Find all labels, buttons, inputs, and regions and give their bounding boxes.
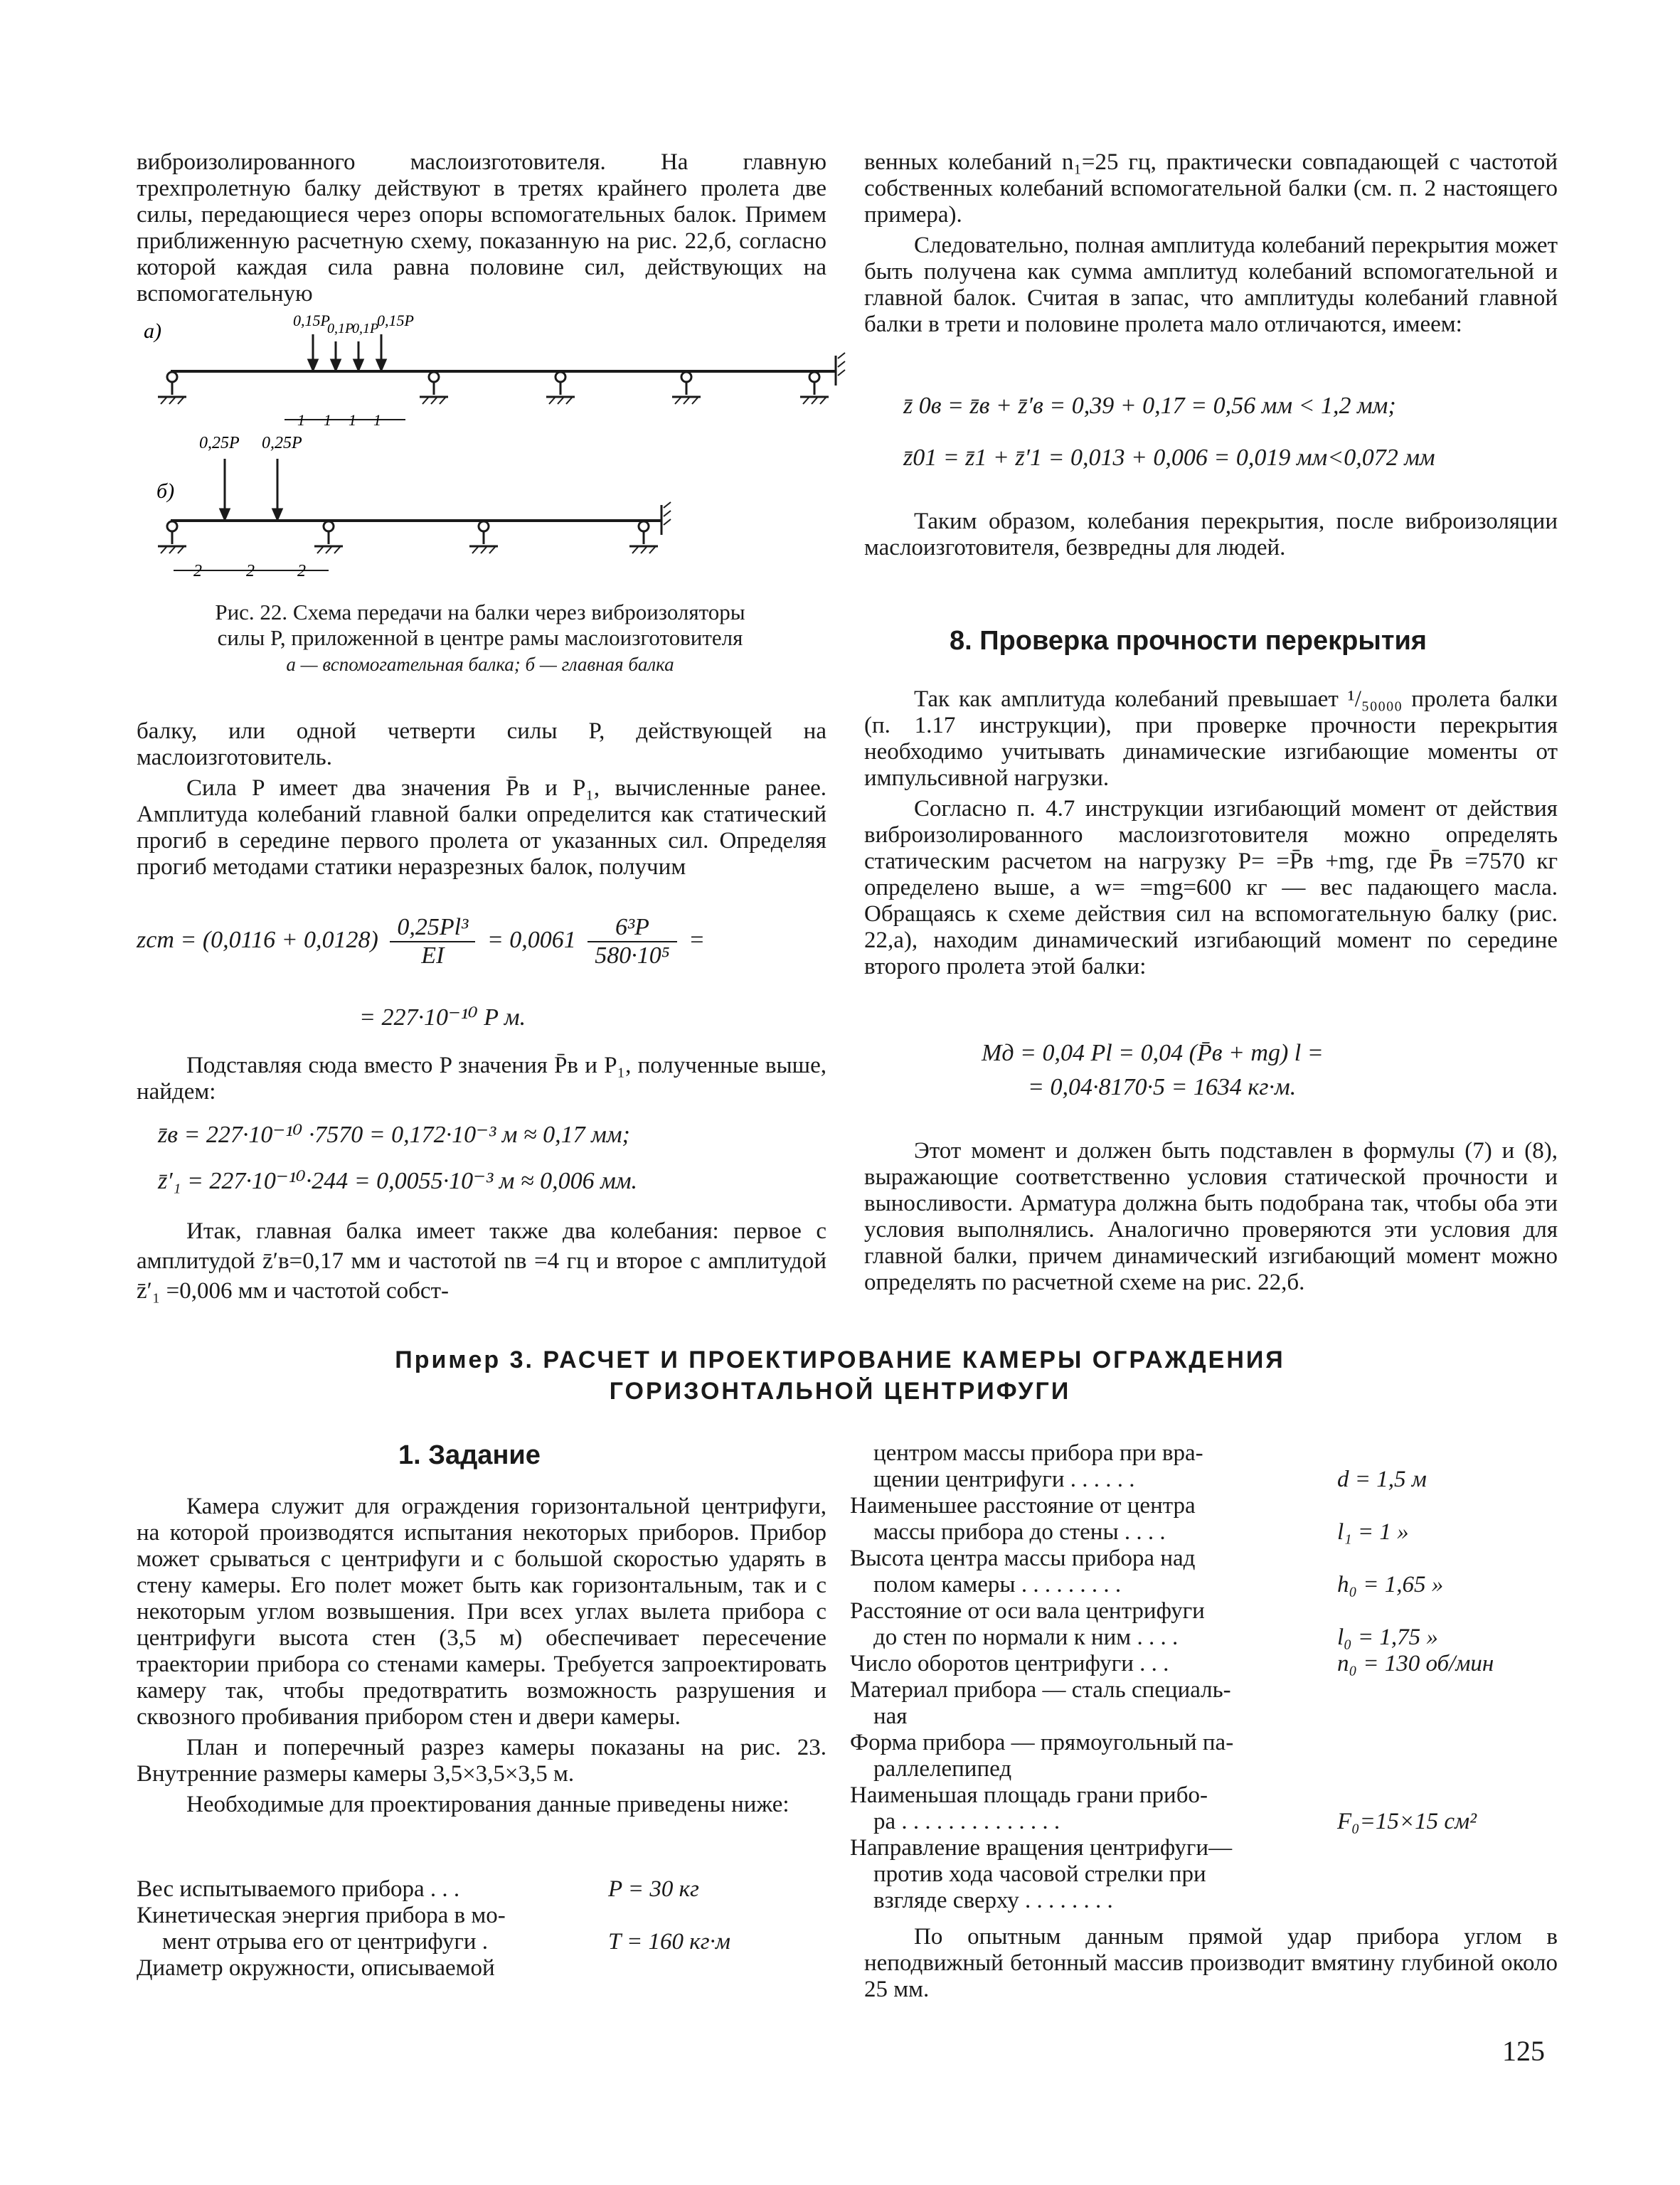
equation-result: = 227·10⁻¹⁰ P м. [359,1004,526,1031]
example-3-heading [0,1344,1680,1407]
zadanie-body [137,1494,826,1822]
fraction [588,914,676,969]
paragraph: Так как амплитуда колебаний превышает ¹/₅₀₀₀₀ пролета балки (п. 1.17 инструкции), при проверке прочности перекрытия необходимо учитывать динамические изгибающие моменты от импульсивной нагрузки. [864,686,1558,791]
param-row: мент отрыва его от центрифуги . [162,1929,489,1955]
load-label-a: 0,15P [293,312,330,329]
dim-label-a: 1 [297,411,305,429]
caption-line: силы P, приложенной в центре рамы маслоизготовителя [217,625,743,650]
param-row: взгляде сверху . . . . . . . . [873,1888,1113,1913]
load-arrows-b [220,459,282,519]
example-heading-line: Пример 3. РАСЧЕТ И ПРОЕКТИРОВАНИЕ КАМЕРЫ ОГРАЖДЕНИЯ [395,1346,1285,1373]
param-row: Направление вращения центрифуги— [850,1835,1233,1861]
param-row: Наименьшая площадь грани прибо- [850,1782,1208,1808]
page-number: 125 [1502,2035,1545,2067]
figure-22-diagram [142,306,854,583]
param-row: ра . . . . . . . . . . . . . . [873,1809,1060,1834]
paragraph: виброизолированного маслоизготовителя. На главную трехпролетную балку действуют в третях крайнего пролета две силы, передающиеся через опоры вспомогательных балок. Примем приближенную расчетную схему, показанную на рис. 22,б, согласно которой каждая сила равна половине сил, действующих на вспомогательную [137,149,826,307]
param-row: Кинетическая энергия прибора в мо- [137,1903,506,1928]
load-label-a: 0,1P [327,321,354,336]
equation-zv: z̄в = 227·10⁻¹⁰ ·7570 = 0,172·10⁻³ м ≈ 0,17 мм; [158,1122,630,1148]
dim-label-b: 2 [297,562,306,580]
param-row: до стен по нормали к ним . . . . [873,1625,1179,1650]
param-row: Наименьшее расстояние от центра [850,1493,1196,1519]
param-row: массы прибора до стены . . . . [873,1519,1166,1545]
dim-label-b: 2 [193,562,202,580]
equation-z1: z̄′₁ = 227·10⁻¹⁰·244 = 0,0055·10⁻³ м ≈ 0,006 мм. [158,1168,638,1194]
param-row: Вес испытываемого прибора . . . [137,1876,460,1902]
denominator: EI [421,942,445,969]
caption-legend: а — вспомогательная балка; б — главная балка [286,654,674,675]
paragraph: венных колебаний n₁=25 гц, практически совпадающей с частотой собственных колебаний вспомогательной балки (см. п. 2 настоящего примера). [864,149,1558,228]
paragraph: Таким образом, колебания перекрытия, после виброизоляции маслоизготовителя, безвредны для людей. [864,509,1558,560]
paragraph: Согласно п. 4.7 инструкции изгибающий момент от действия виброизолированного маслоизготовителя можно определять статическим расчетом на нагрузку P= =P̄в +mg, где P̄в =7570 кг определено выше, а w= =mg=600 кг — вес падающего масла. Обращаясь к схеме действия сил на вспомогательную балку (рис. 22,а), находим динамический изгибающий момент по середине второго пролета этой балки: [864,796,1558,979]
numerator: 6³P [588,914,676,942]
load-label-a: 0,1P [352,321,379,336]
load-arrows-a [309,334,386,370]
equation-md: Mд = 0,04 Pl = 0,04 (P̄в + mg) l = [982,1040,1324,1066]
section-8-title: 8. Проверка прочности перекрытия [950,626,1427,656]
params-closing [864,1924,1558,2007]
eq-text: = [689,926,706,953]
param-row: полом камеры . . . . . . . . . [873,1572,1122,1597]
param-row: Высота центра массы прибора над [850,1546,1196,1571]
left-column-p4 [137,1053,826,1110]
param-row: Число оборотов центрифуги . . . [850,1651,1169,1676]
param-value: l₀ = 1,75 » [1337,1625,1438,1650]
param-value: l₁ = 1 » [1337,1519,1409,1545]
param-row: ная [873,1703,908,1729]
figure-label-b: б) [156,479,175,503]
supports-b [158,505,661,546]
param-value: d = 1,5 м [1337,1467,1427,1492]
section-8-p3 [864,1138,1558,1300]
eq-text: zст = (0,0116 + 0,0128) [137,926,378,953]
param-value: F₀=15×15 см² [1337,1809,1477,1834]
dim-label-a: 1 [373,411,381,429]
paragraph: Итак, главная балка имеет также два колебания: первое с амплитудой z̄′в=0,17 мм и частотой nв =4 гц и второе с амплитудой z̄′₁ =0,006 мм и частотой собст- [137,1218,826,1304]
denominator: 580·10⁵ [595,942,670,969]
load-label-b: 0,25P [199,434,240,452]
right-column-p3 [864,509,1558,565]
paragraph: Сила P имеет два значения P̄в и P₁, вычисленные ранее. Амплитуда колебаний главной балки определится как статический прогиб в середине первого пролета от указанных сил. Определяя прогиб методами статики неразрезных балок, получим [137,775,826,880]
figure-label-a: а) [144,319,161,343]
left-column-mid [137,718,826,885]
equation-zst [137,914,705,969]
paragraph: Следовательно, полная амплитуда колебаний перекрытия может быть получена как сумма амплитуд колебаний вспомогательной и главной балок. Считая в запас, что амплитуды колебаний главной балки в трети и половине пролета мало отличаются, имеем: [864,233,1558,337]
figure-caption [128,600,832,677]
param-row: Форма прибора — прямоугольный па- [850,1730,1234,1755]
param-row: против хода часовой стрелки при [873,1861,1206,1887]
left-column-p5 [137,1216,826,1310]
equation-md-result: = 0,04·8170·5 = 1634 кг·м. [1028,1074,1297,1100]
paragraph: балку, или одной четверти силы P, действующей на маслоизготовитель. [137,718,826,770]
load-label-a: 0,15P [377,312,414,329]
paragraph: Камера служит для ограждения горизонтальной центрифуги, на которой производятся испытания некоторых приборов. Прибор может срываться с центрифуги и с большой скоростью ударять в стену камеры. Его полет может быть как горизонтальным, так и с некоторым углом возвышения. При всех углах вылета прибора с центрифуги высота стен (3,5 м) обеспечивает пересечение траектории прибора со стенами камеры. Требуется запроектировать камеру так, чтобы предотвратить возможность разрушения и сквозного пробивания прибором стен и двери камеры. [137,1494,826,1730]
eq-text: = 0,0061 [487,926,576,953]
right-column-top [864,149,1558,342]
section-8-body [864,686,1558,984]
zadanie-title: 1. Задание [398,1440,541,1470]
paragraph: Необходимые для проектирования данные приведены ниже: [186,1792,790,1817]
fraction [390,914,475,969]
param-value: h₀ = 1,65 » [1337,1572,1444,1597]
paragraph: Этот момент и должен быть подставлен в формулы (7) и (8), выражающие соответственно условия статической прочности и выносливости. Арматура должна быть подобрана так, чтобы оба эти условия выполнялись. Аналогично проверяются эти условия для главной балки, причем динамический изгибающий момент можно определять по расчетной схеме на рис. 22,б. [864,1138,1558,1295]
equation-z0v: z̄ 0в = z̄в + z̄′в = 0,39 + 0,17 = 0,56 мм < 1,2 мм; [903,393,1396,419]
paragraph: Подставляя сюда вместо P значения P̄в и P₁, полученные выше, найдем: [137,1053,826,1105]
param-row: Материал прибора — сталь специаль- [850,1677,1231,1703]
param-row: Расстояние от оси вала центрифуги [850,1598,1205,1624]
param-row: Диаметр окружности, описываемой [137,1955,495,1981]
hatch-a [161,353,845,404]
paragraph: По опытным данным прямой удар прибора углом в неподвижный бетонный массив производит вмятину глубиной около 25 мм. [864,1924,1558,2002]
left-column-top [137,149,826,312]
load-label-b: 0,25P [262,434,302,452]
supports-a [158,356,836,397]
numerator: 0,25Pl³ [390,914,475,942]
dim-label-a: 1 [324,411,331,429]
hatch-b [161,502,671,553]
param-row: центром массы прибора при вра- [873,1440,1203,1466]
param-row: щении центрифуги . . . . . . [873,1467,1135,1492]
dim-label-b: 2 [246,562,255,580]
equation-z01: z̄01 = z̄1 + z̄′1 = 0,013 + 0,006 = 0,019 мм<0,072 мм [903,445,1435,471]
param-row: раллелепипед [873,1756,1012,1782]
caption-line: Рис. 22. Схема передачи на балки через виброизоляторы [215,600,745,624]
param-value: T = 160 кг·м [608,1929,730,1955]
param-value: n₀ = 130 об/мин [1337,1651,1494,1676]
dim-label-a: 1 [349,411,356,429]
paragraph: План и поперечный разрез камеры показаны на рис. 23. Внутренние размеры камеры 3,5×3,5×3,5 м. [137,1735,826,1787]
param-value: P = 30 кг [608,1876,699,1902]
example-heading-line: ГОРИЗОНТАЛЬНОЙ ЦЕНТРИФУГИ [609,1378,1071,1405]
